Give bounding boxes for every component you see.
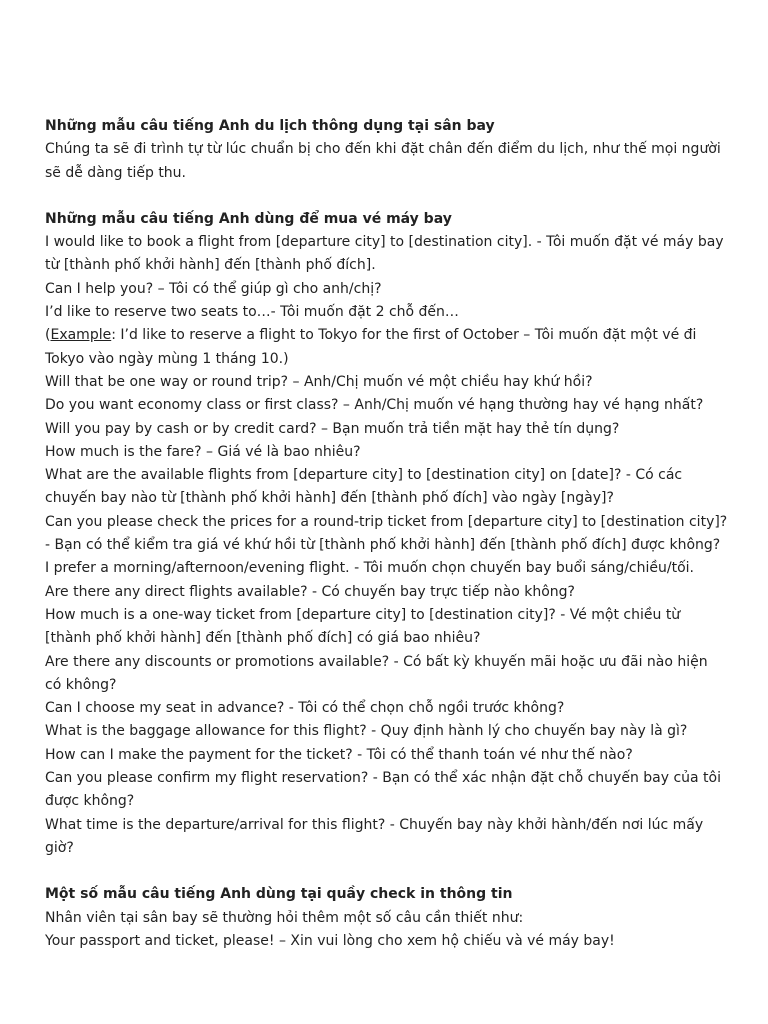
paragraph: How much is a one-way ticket from [departure city] to [destination city]? - Vé một chiều từ [thành phố khởi hành] đến [thành phố đích] có giá bao nhiêu? (45, 606, 681, 647)
example-paragraph (45, 324, 728, 371)
section-heading: Những mẫu câu tiếng Anh du lịch thông dụng tại sân bay (45, 118, 495, 134)
paragraph: Do you want economy class or first class? – Anh/Chị muốn vé hạng thường hay vé hạng nhất? (45, 397, 704, 414)
paragraph: How much is the fare? – Giá vé là bao nhiêu? (45, 443, 361, 460)
example-text: : I’d like to reserve a flight to Tokyo for the first of October – Tôi muốn đặt một vé đi Tokyo vào ngày mùng 1 tháng 10.) (45, 327, 697, 367)
paragraph: Chúng ta sẽ đi trình tự từ lúc chuẩn bị cho đến khi đặt chân đến điểm du lịch, như thế mọi người sẽ dễ dàng tiếp thu. (45, 141, 721, 181)
paragraph: What time is the departure/arrival for this flight? - Chuyến bay này khởi hành/đến nơi lúc mấy giờ? (45, 816, 704, 856)
section-heading: Những mẫu câu tiếng Anh dùng để mua vé máy bay (45, 210, 452, 227)
paragraph: Can you please confirm my flight reservation? - Bạn có thể xác nhận đặt chỗ chuyến bay của tôi được không? (45, 770, 722, 810)
section-buy-ticket (45, 208, 728, 860)
section-heading: Một số mẫu câu tiếng Anh dùng tại quầy check in thông tin (45, 886, 513, 903)
paragraph: Are there any direct flights available? - Có chuyến bay trực tiếp nào không? (45, 583, 575, 600)
paragraph: Nhân viên tại sân bay sẽ thường hỏi thêm một số câu cần thiết như: (45, 909, 524, 926)
example-label: Example (50, 327, 112, 344)
paragraph: I’d like to reserve two seats to…- Tôi muốn đặt 2 chỗ đến… (45, 304, 459, 321)
paragraph: I prefer a morning/afternoon/evening flight. - Tôi muốn chọn chuyến bay buổi sáng/chiều/tối. (45, 560, 694, 577)
paragraph: Are there any discounts or promotions available? - Có bất kỳ khuyến mãi hoặc ưu đãi nào hiện có không? (45, 653, 708, 693)
paragraph: Can I help you? – Tôi có thể giúp gì cho anh/chị? (45, 280, 382, 297)
example-open: ( (45, 327, 51, 344)
section-intro (45, 115, 728, 185)
paragraph: How can I make the payment for the ticket? - Tôi có thể thanh toán vé như thế nào? (45, 746, 633, 763)
paragraph: Your passport and ticket, please! – Xin vui lòng cho xem hộ chiếu và vé máy bay! (45, 932, 615, 949)
paragraph: Can I choose my seat in advance? - Tôi có thể chọn chỗ ngồi trước không? (45, 700, 565, 717)
section-check-in (45, 883, 728, 953)
paragraph: Will you pay by cash or by credit card? – Bạn muốn trả tiền mặt hay thẻ tín dụng? (45, 420, 620, 437)
paragraph: Can you please check the prices for a round-trip ticket from [departure city] to [destination city]? - Bạn có thể kiểm tra giá vé khứ hồi từ [thành phố khởi hành] đến [thành phố đích] được không? (45, 513, 728, 554)
paragraph: Will that be one way or round trip? – Anh/Chị muốn vé một chiều hay khứ hồi? (45, 373, 593, 390)
paragraph: What is the baggage allowance for this flight? - Quy định hành lý cho chuyến bay này là gì? (45, 723, 688, 740)
paragraph: What are the available flights from [departure city] to [destination city] on [date]? - Có các chuyến bay nào từ [thành phố khởi hành] đến [thành phố đích] vào ngày [ngày]? (45, 467, 683, 507)
paragraph: I would like to book a flight from [departure city] to [destination city]. - Tôi muốn đặt vé máy bay từ [thành phố khởi hành] đến [thành phố đích]. (45, 234, 724, 274)
